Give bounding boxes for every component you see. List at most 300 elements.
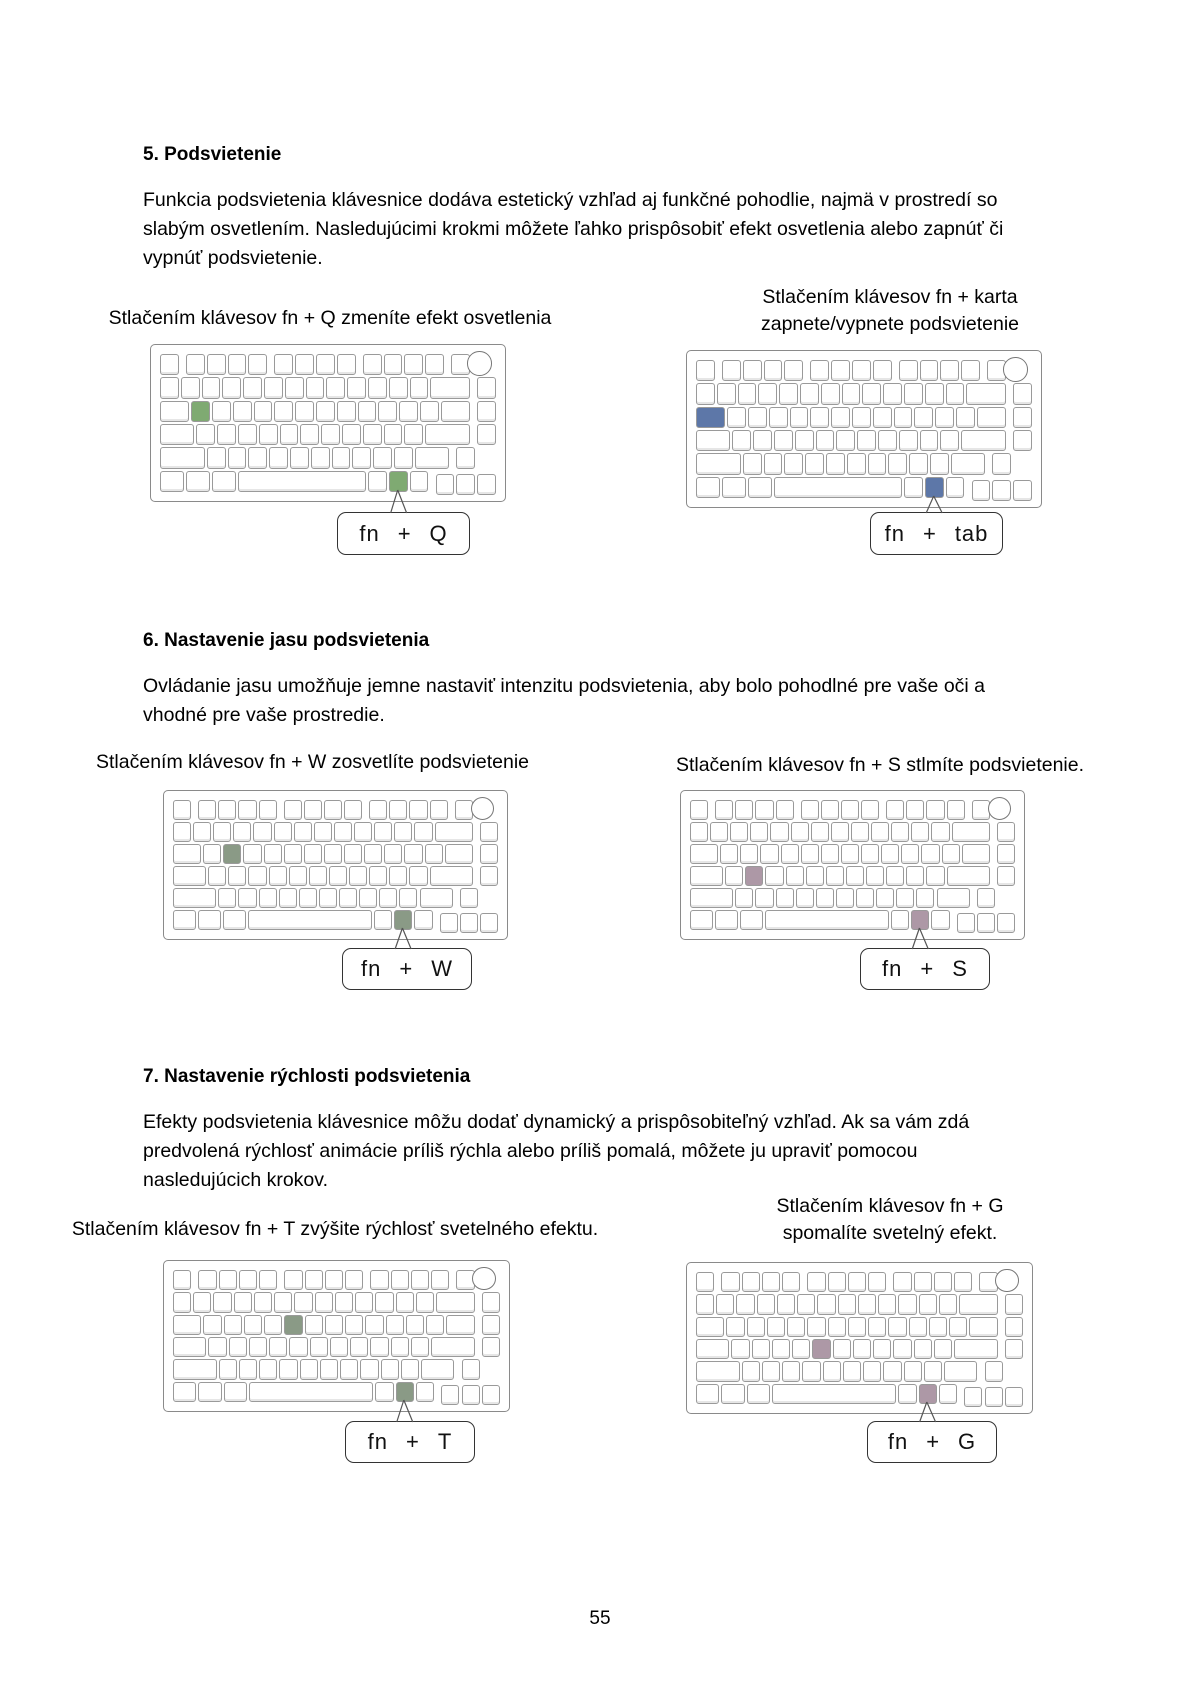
combo-key: W xyxy=(431,956,453,981)
key-q xyxy=(191,401,210,422)
key-k xyxy=(294,822,312,842)
key-k xyxy=(935,407,954,428)
key-k xyxy=(279,1359,297,1379)
key-k xyxy=(365,1315,383,1335)
key-f xyxy=(369,800,387,820)
key-caps xyxy=(696,1339,729,1359)
key-k xyxy=(306,377,325,398)
key-esc xyxy=(696,1272,714,1292)
key-s xyxy=(228,866,246,886)
key-k xyxy=(233,401,252,422)
key-k xyxy=(160,377,179,398)
key-g xyxy=(280,424,299,445)
page-number: 55 xyxy=(589,1608,611,1629)
key-k xyxy=(757,1294,775,1314)
key-k xyxy=(786,866,804,886)
key-f xyxy=(831,360,850,381)
key-ctrl xyxy=(939,1384,957,1404)
key-t xyxy=(274,401,293,422)
key-k xyxy=(942,844,960,864)
key-k xyxy=(969,1317,997,1337)
key-f xyxy=(391,1270,409,1290)
key-f xyxy=(848,1272,866,1292)
key-pgup xyxy=(482,1292,500,1312)
key-k xyxy=(411,1337,429,1357)
key-combo-label xyxy=(867,1421,997,1463)
key-k xyxy=(309,866,327,886)
key-a xyxy=(196,424,215,445)
key-k xyxy=(914,1339,932,1359)
key-k xyxy=(767,1317,785,1337)
key-w xyxy=(747,1317,765,1337)
key-k xyxy=(800,383,819,404)
combo-key: fn xyxy=(884,520,905,546)
key-k xyxy=(228,447,247,468)
key-k xyxy=(379,888,397,908)
key-ctrl xyxy=(410,471,429,492)
key-tab xyxy=(173,1315,201,1335)
key-left xyxy=(440,913,458,933)
key-k xyxy=(305,1315,323,1335)
knob xyxy=(472,1267,495,1290)
key-home xyxy=(1005,1339,1023,1359)
key-tab xyxy=(160,401,189,422)
key-caps xyxy=(160,424,194,445)
key-f xyxy=(735,800,753,820)
key-k xyxy=(841,844,859,864)
key-k xyxy=(222,377,241,398)
key-k xyxy=(285,377,304,398)
key-opt xyxy=(198,910,221,930)
key-lshift xyxy=(173,888,216,908)
key-f xyxy=(776,800,794,820)
key-k xyxy=(891,822,909,842)
key-f xyxy=(861,800,879,820)
key-space xyxy=(248,910,372,930)
key-k xyxy=(784,453,803,474)
key-down xyxy=(985,1387,1003,1407)
combo-key: S xyxy=(952,956,968,981)
key-k xyxy=(269,1337,287,1357)
key-k xyxy=(391,1337,409,1357)
key-g xyxy=(816,430,835,451)
key-f xyxy=(337,354,356,375)
key-k xyxy=(234,1292,252,1312)
key-f xyxy=(755,800,773,820)
key-f xyxy=(345,1270,363,1290)
section-heading: 6. Nastavenie jasu podsvietenia xyxy=(143,630,430,651)
key-f xyxy=(801,800,819,820)
key-k xyxy=(259,424,278,445)
key-k xyxy=(363,424,382,445)
figure-caption xyxy=(55,1216,615,1243)
key-k xyxy=(173,822,191,842)
key-k xyxy=(399,888,417,908)
key-f xyxy=(239,1270,257,1290)
key-k xyxy=(811,822,829,842)
key-ctrl xyxy=(946,477,965,498)
key-k xyxy=(750,822,768,842)
key-lshift xyxy=(696,453,741,474)
key-pgdn xyxy=(1005,1317,1023,1337)
key-tab xyxy=(173,844,201,864)
key-k xyxy=(863,1361,881,1381)
key-f xyxy=(305,1270,323,1290)
key-k xyxy=(401,1359,419,1379)
key-a xyxy=(732,430,751,451)
combo-plus: + xyxy=(406,1429,420,1454)
key-f xyxy=(207,354,226,375)
key-f xyxy=(947,800,965,820)
knob xyxy=(995,1269,1018,1292)
key-k xyxy=(906,866,924,886)
keyboard-diagram xyxy=(163,1260,510,1412)
key-f xyxy=(259,1270,277,1290)
key-space xyxy=(249,1382,374,1402)
key-t xyxy=(284,844,302,864)
key-cmd xyxy=(368,471,387,492)
key-k xyxy=(355,1292,373,1312)
key-k xyxy=(828,1317,846,1337)
key-k xyxy=(347,377,366,398)
key-esc xyxy=(160,354,179,375)
section-heading: 5. Podsvietenie xyxy=(143,144,282,165)
key-f xyxy=(325,1270,343,1290)
key-k xyxy=(311,447,330,468)
key-left xyxy=(441,1385,459,1405)
figure-caption xyxy=(85,305,575,332)
key-k xyxy=(823,1361,841,1381)
key-home xyxy=(482,1337,500,1357)
key-f xyxy=(198,800,216,820)
key-f xyxy=(218,800,236,820)
key-cmd xyxy=(747,1384,770,1404)
key-q xyxy=(726,1317,744,1337)
key-k xyxy=(716,1294,734,1314)
key-k xyxy=(345,1315,363,1335)
key-f xyxy=(954,1272,972,1292)
key-k xyxy=(315,1292,333,1312)
key-f xyxy=(238,800,256,820)
key-f xyxy=(914,1272,932,1292)
key-f xyxy=(295,354,314,375)
key-k xyxy=(290,447,309,468)
key-pgup xyxy=(480,822,498,842)
key-up xyxy=(456,447,475,468)
key-k xyxy=(770,822,788,842)
keyboard-diagram xyxy=(163,790,508,940)
key-k xyxy=(300,1359,318,1379)
key-k xyxy=(279,888,297,908)
key-combo-label xyxy=(342,948,472,990)
key-g xyxy=(289,866,307,886)
key-k xyxy=(977,407,1006,428)
key-k xyxy=(795,430,814,451)
combo-plus: + xyxy=(397,520,412,546)
key-caps xyxy=(696,430,730,451)
key-opt xyxy=(721,1384,744,1404)
key-left xyxy=(972,480,991,501)
key-fn xyxy=(389,471,408,492)
key-k xyxy=(316,401,335,422)
key-k xyxy=(389,866,407,886)
paragraph-line: Efekty podsvietenia klávesnice môžu dodať dynamický a prispôsobiteľný vzhľad. Ak sa vám zdá xyxy=(143,1111,970,1133)
key-k xyxy=(873,1339,891,1359)
combo-key: fn xyxy=(882,956,903,981)
key-esc xyxy=(173,1270,191,1290)
key-right xyxy=(477,474,496,495)
key-k xyxy=(888,1317,906,1337)
key-pgup xyxy=(477,377,496,398)
key-k xyxy=(330,1337,348,1357)
key-k xyxy=(253,822,271,842)
key-k xyxy=(321,424,340,445)
key-f xyxy=(873,360,892,381)
key-up xyxy=(460,888,478,908)
key-k xyxy=(369,866,387,886)
key-k xyxy=(375,1292,393,1312)
key-k xyxy=(396,1292,414,1312)
key-cmd xyxy=(904,477,923,498)
key-k xyxy=(326,377,345,398)
key-f xyxy=(886,800,904,820)
key-k xyxy=(883,383,902,404)
key-f xyxy=(219,1270,237,1290)
key-enter xyxy=(961,430,1006,451)
key-k xyxy=(342,424,361,445)
key-f xyxy=(228,354,247,375)
key-k xyxy=(878,430,897,451)
key-k xyxy=(743,453,762,474)
key-cmd xyxy=(740,910,763,930)
knob xyxy=(988,797,1011,820)
caption-line: Stlačením klávesov fn + Q zmeníte efekt osvetlenia xyxy=(108,307,552,329)
key-k xyxy=(213,1292,231,1312)
keyboard-diagram xyxy=(680,790,1025,940)
key-k xyxy=(325,1315,343,1335)
key-combo-label xyxy=(345,1421,475,1463)
key-k xyxy=(386,1315,404,1335)
key-k xyxy=(394,447,413,468)
key-k xyxy=(207,447,226,468)
key-k xyxy=(248,866,266,886)
key-t xyxy=(810,407,829,428)
key-k xyxy=(861,844,879,864)
key-k xyxy=(791,822,809,842)
key-k xyxy=(853,1339,871,1359)
caption-line: zapnete/vypnete podsvietenie xyxy=(760,313,1020,335)
key-k xyxy=(792,1339,810,1359)
caption-line: Stlačením klávesov fn + W zosvetlíte podsvietenie xyxy=(96,751,529,773)
key-ctrl xyxy=(173,910,196,930)
key-k xyxy=(259,888,277,908)
key-k xyxy=(868,1317,886,1337)
section-paragraph xyxy=(143,672,1083,730)
key-esc xyxy=(696,360,715,381)
combo-plus: + xyxy=(922,520,937,546)
key-k xyxy=(881,844,899,864)
key-k xyxy=(314,822,332,842)
caption-line: Stlačením klávesov fn + T zvýšite rýchlosť svetelného efektu. xyxy=(71,1218,599,1240)
key-k xyxy=(816,888,834,908)
key-k xyxy=(876,888,894,908)
key-enter xyxy=(954,1339,998,1359)
key-k xyxy=(274,822,292,842)
key-k xyxy=(394,822,412,842)
key-pgdn xyxy=(482,1315,500,1335)
key-f xyxy=(324,800,342,820)
key-k xyxy=(772,1339,790,1359)
key-g xyxy=(289,1337,307,1357)
key-pgdn xyxy=(480,844,498,864)
key-up xyxy=(992,453,1011,474)
key-k xyxy=(779,383,798,404)
key-k xyxy=(797,1294,815,1314)
key-t xyxy=(807,1317,825,1337)
key-pgup xyxy=(997,822,1015,842)
key-k xyxy=(264,844,282,864)
key-combo-label xyxy=(860,948,990,990)
key-k xyxy=(730,822,748,842)
key-q xyxy=(203,844,221,864)
key-home xyxy=(477,424,496,445)
key-down xyxy=(456,474,475,495)
key-k xyxy=(239,1359,257,1379)
key-k xyxy=(836,888,854,908)
key-k xyxy=(218,888,236,908)
key-f xyxy=(743,360,762,381)
key-f xyxy=(742,1272,760,1292)
section-heading: 7. Nastavenie rýchlosti podsvietenia xyxy=(143,1066,471,1087)
key-ctrl xyxy=(696,477,720,498)
figure-caption xyxy=(660,752,1100,779)
key-k xyxy=(883,1361,901,1381)
key-k xyxy=(925,383,944,404)
key-k xyxy=(244,1315,262,1335)
key-g xyxy=(812,1339,830,1359)
combo-key: fn xyxy=(359,520,380,546)
key-k xyxy=(934,1339,952,1359)
key-k xyxy=(337,401,356,422)
key-lshift xyxy=(690,888,733,908)
key-f xyxy=(274,354,293,375)
key-k xyxy=(949,1317,967,1337)
key-f xyxy=(344,800,362,820)
key-pgup xyxy=(1005,1294,1023,1314)
key-k xyxy=(384,424,403,445)
key-k xyxy=(898,1294,916,1314)
key-k xyxy=(181,377,200,398)
key-k xyxy=(696,1294,714,1314)
key-k xyxy=(202,377,221,398)
key-k xyxy=(696,383,715,404)
key-bksp xyxy=(966,383,1006,404)
key-k xyxy=(790,407,809,428)
key-k xyxy=(416,1292,434,1312)
key-k xyxy=(857,430,876,451)
key-k xyxy=(904,383,923,404)
key-k xyxy=(384,844,402,864)
key-k xyxy=(310,1337,328,1357)
key-k xyxy=(334,822,352,842)
key-right xyxy=(997,913,1015,933)
key-pgup xyxy=(1013,383,1032,404)
key-k xyxy=(359,888,377,908)
key-k xyxy=(802,1361,820,1381)
key-k xyxy=(332,447,351,468)
key-ctrl xyxy=(690,910,713,930)
key-k xyxy=(769,407,788,428)
key-f xyxy=(782,1272,800,1292)
key-k xyxy=(765,866,783,886)
key-k xyxy=(339,888,357,908)
key-down xyxy=(977,913,995,933)
key-rshift xyxy=(421,1359,454,1379)
key-k xyxy=(817,1294,835,1314)
key-k xyxy=(755,888,773,908)
key-k xyxy=(173,1292,191,1312)
key-f xyxy=(841,800,859,820)
key-s xyxy=(752,1339,770,1359)
key-k xyxy=(404,424,423,445)
key-k xyxy=(219,1359,237,1379)
key-k xyxy=(826,453,845,474)
key-k xyxy=(299,888,317,908)
key-k xyxy=(831,822,849,842)
key-k xyxy=(269,866,287,886)
key-k xyxy=(781,844,799,864)
key-bksp xyxy=(436,1292,474,1312)
key-k xyxy=(931,822,949,842)
key-rshift xyxy=(420,888,453,908)
key-cmd xyxy=(374,910,392,930)
figure-caption xyxy=(75,749,550,776)
key-k xyxy=(833,1339,851,1359)
key-left xyxy=(964,1387,982,1407)
paragraph-line: Funkcia podsvietenia klávesnice dodáva estetický vzhľad aj funkčné pohodlie, najmä v prostredí so xyxy=(143,189,998,211)
key-k xyxy=(916,888,934,908)
key-pgdn xyxy=(1013,407,1032,428)
key-f xyxy=(384,354,403,375)
key-k xyxy=(930,453,949,474)
key-f xyxy=(370,1270,388,1290)
key-k xyxy=(762,1361,780,1381)
key-k xyxy=(295,401,314,422)
key-k xyxy=(856,888,874,908)
key-k xyxy=(294,1292,312,1312)
caption-line: Stlačením klávesov fn + karta xyxy=(762,286,1018,308)
key-k xyxy=(946,383,965,404)
key-f xyxy=(316,354,335,375)
key-a xyxy=(208,866,226,886)
key-k xyxy=(929,1317,947,1337)
key-k xyxy=(344,844,362,864)
key-f xyxy=(906,800,924,820)
key-up xyxy=(977,888,995,908)
key-cmd xyxy=(375,1382,393,1402)
paragraph-line: vypnúť podsvietenie. xyxy=(143,247,323,269)
key-f xyxy=(899,360,918,381)
key-k xyxy=(213,822,231,842)
key-w xyxy=(212,401,231,422)
key-k xyxy=(441,401,470,422)
key-caps xyxy=(173,1337,206,1357)
key-right xyxy=(1013,480,1032,501)
key-down xyxy=(460,913,478,933)
key-f xyxy=(363,354,382,375)
key-k xyxy=(354,822,372,842)
key-left xyxy=(436,474,455,495)
